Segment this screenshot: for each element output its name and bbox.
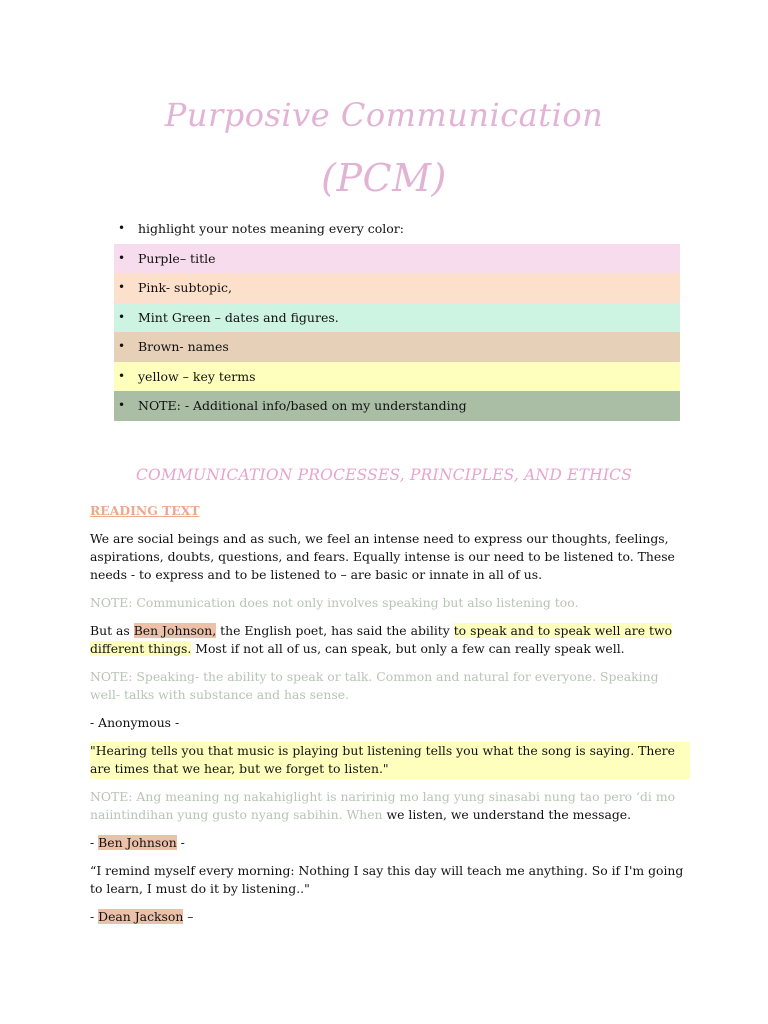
legend-item-pink <box>114 273 680 303</box>
note-paragraph-mixed <box>90 788 690 825</box>
reading-text-label: READING TEXT <box>90 503 200 518</box>
text-run: we listen, we understand the message. <box>382 807 632 823</box>
quote-paragraph: “I remind myself every morning: Nothing I say this day will teach me anything. So if I'm going to learn, I must do it by listening.." <box>90 862 684 897</box>
note-paragraph: NOTE: Speaking- the ability to speak or talk. Common and natural for everyone. Speaking well- talks with substance and has sense. <box>90 669 659 703</box>
document-body <box>90 502 690 936</box>
text-run: the English poet, has said the ability <box>216 622 454 638</box>
bullet-icon: • <box>118 250 126 265</box>
note-text: NOTE: Ang meaning ng nakahiglight is naririnig mo lang yung sinasabi nung tao pero ‘di mo naiintindihan yung gusto nyang sabihin. When <box>90 789 676 823</box>
bullet-icon: • <box>118 309 126 324</box>
bullet-icon: • <box>118 368 126 383</box>
paragraph-ben-johnson <box>90 622 690 659</box>
legend-item-note <box>114 391 680 421</box>
color-legend-list <box>114 214 680 421</box>
legend-item-label: Mint Green – dates and figures. <box>138 309 339 325</box>
attribution <box>90 834 690 852</box>
text-run: - <box>90 835 99 851</box>
note-paragraph: NOTE: Communication does not only involves speaking but also listening too. <box>90 595 579 611</box>
legend-item-brown <box>114 332 680 362</box>
legend-item-label: Purple– title <box>138 250 216 266</box>
bullet-icon: • <box>118 280 126 294</box>
text-run: But as <box>90 622 134 638</box>
bullet-icon: • <box>118 221 126 235</box>
highlighted-name: Ben Johnson, <box>133 622 217 638</box>
text-run: - <box>176 835 185 851</box>
text-run: Most if not all of us, can speak, but only a few can really speak well. <box>191 641 625 657</box>
attribution <box>90 908 690 926</box>
highlighted-key-term: to speak and to speak well are two different things. <box>90 622 673 657</box>
text-run: – <box>183 909 194 925</box>
document-title: Purposive Communication <box>164 96 604 134</box>
text-run: - <box>90 909 99 925</box>
legend-item-label: Pink- subtopic, <box>138 280 233 295</box>
legend-intro-text: highlight your notes meaning every color: <box>138 221 404 236</box>
highlighted-quote: "Hearing tells you that music is playing but listening tells you what the song is saying. There are times that we hear, but we forget to listen." <box>90 742 690 779</box>
legend-item-purple <box>114 244 680 274</box>
section-heading: COMMUNICATION PROCESSES, PRINCIPLES, AND ETHICS <box>135 466 633 484</box>
legend-item-yellow <box>114 362 680 392</box>
legend-item-mint <box>114 303 680 333</box>
bullet-icon: • <box>118 339 126 353</box>
document-title-abbreviation: (PCM) <box>321 156 447 200</box>
paragraph-intro: We are social beings and as such, we feel an intense need to express our thoughts, feelings, aspirations, doubts, questions, and fears. Equally intense is our need to be listened to. These needs - to express and to be listened to – are basic or innate in all of us. <box>90 530 675 583</box>
highlighted-name: Ben Johnson <box>98 835 177 851</box>
highlighted-name: Dean Jackson <box>98 909 184 925</box>
legend-item-label: yellow – key terms <box>138 368 256 384</box>
legend-item-label: NOTE: - Additional info/based on my understanding <box>138 398 467 413</box>
legend-intro <box>114 214 680 244</box>
legend-item-label: Brown- names <box>138 339 229 354</box>
bullet-icon: • <box>118 398 126 412</box>
attribution: - Anonymous - <box>90 715 180 731</box>
